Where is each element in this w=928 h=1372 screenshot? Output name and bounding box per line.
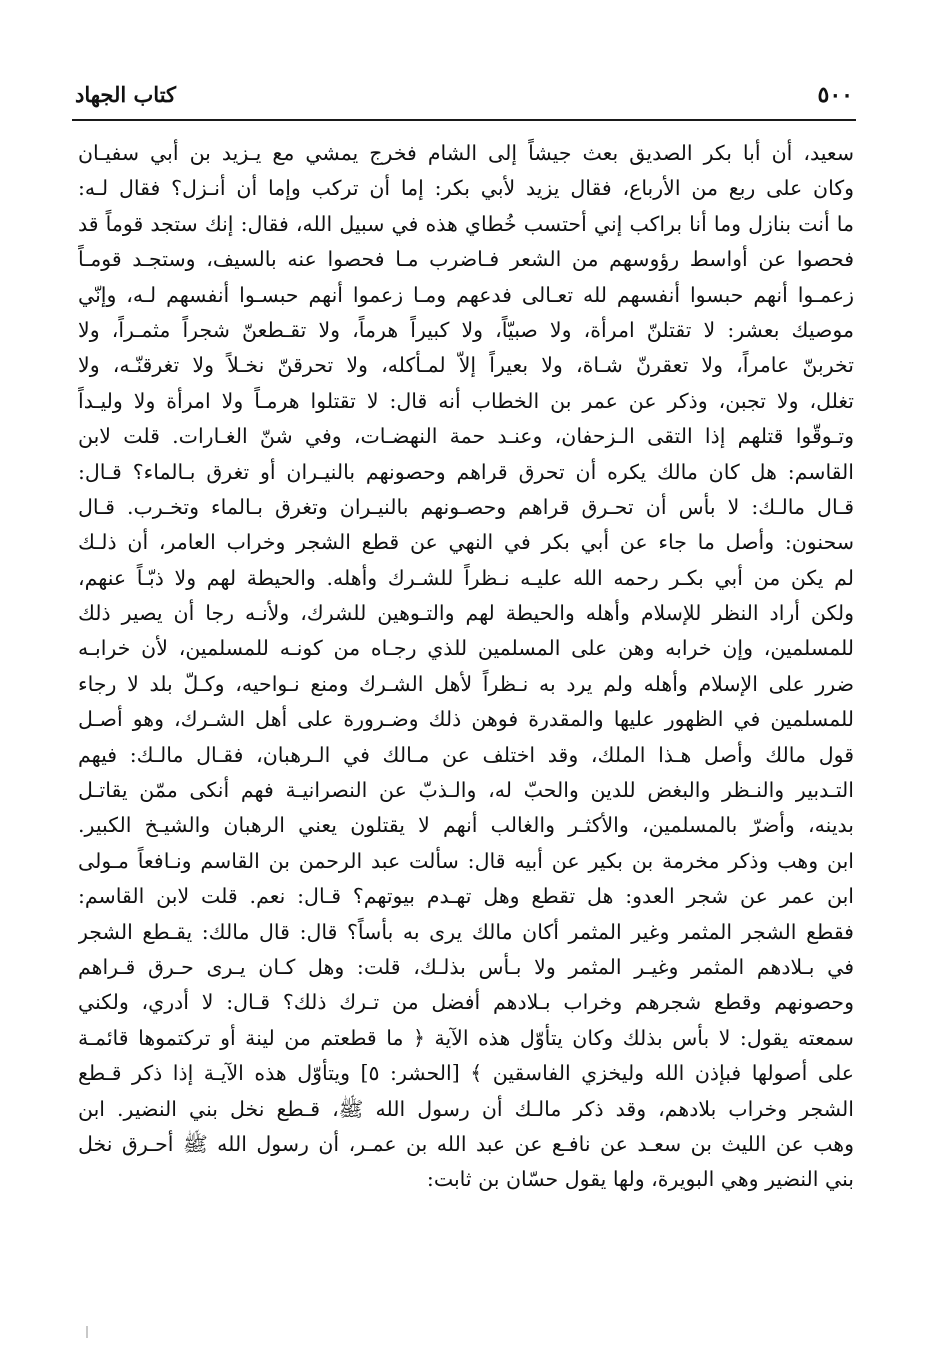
text-line: ما أنت بنازل وما أنا براكب إني أحتسب خُطاي هذه في سبيل الله، فقال: إنك ستجد قوماً قد xyxy=(78,211,854,236)
text-line: قول مالك وأصل هـذا الملك، وقد اختلف عن مـالك في الـرهبان، فقـال مالـك: فيهم xyxy=(78,742,854,767)
text-line: القاسم: هل كان مالك يكره أن تحرق قراهم وحصونهم بالنيـران أو تغرق بـالماء؟ قـال: xyxy=(78,459,854,484)
text-line: للمسلمين في الظهور عليها والمقدرة فوهن ذلك وضـرورة على أهل الشـرك، وهو أصـل xyxy=(78,707,854,732)
text-line: ابن وهب وذكر مخرمة بن بكير عن أبيه قال: سألت عبد الرحمن بن القاسم ونـافعاً مـولى xyxy=(78,848,854,873)
text-line: تخربنّ عامراً، ولا تعقرنّ شـاة، ولا بعيراً إلاّ لمـأكله، ولا تحرقنّ نخـلاً ولا تغرقنّـه، ولا xyxy=(78,353,854,378)
text-line: بدينه، وأضرّ بالمسلمين، والأكثـر والغالب أنهم لا يقتلون يعني الرهبان والشيـخ الكبير. xyxy=(78,813,854,838)
text-line: سمعته يقول: لا بأس بذلك وكان يتأوّل هذه الآية ﴿ ما قطعتم من لينة أو تركتموها قائمـة xyxy=(78,1025,854,1050)
margin-mark xyxy=(86,1326,88,1338)
text-line: سحنون: وأصل ما جاء عن أبي بكر في النهي عن قطع الشجر وخراب العامر، أن ذلـك xyxy=(78,530,854,555)
text-line: ابن عمر عن شجر العدو: هل تقطع وهل تهـدم بيوتهم؟ قـال: نعم. قلت لابن القاسم: xyxy=(78,884,854,909)
text-line: زعمـوا أنهم حبسوا أنفسهم لله تعـالى فدعهم ومـا زعموا أنهم حبسـوا أنفسهم لـه، وإنّي xyxy=(78,282,854,307)
text-line: تغلل، ولا تجبن، وذكر عن عمر بن الخطاب أنه قال: لا تقتلوا هرمـاً ولا امرأة ولا وليـداً xyxy=(78,388,854,413)
text-line: وتـوقّوا قتلهم إذا التقى الـزحفان، وعنـد حمة النهضـات، وفي شنّ الغـارات. قلت لابن xyxy=(78,424,854,449)
text-line: وهب عن الليث بن سعـد عن نافـع عن عبد الله بن عمـر، أن رسول الله ﷺ أحـرق نخل xyxy=(78,1131,854,1156)
text-line: قـال مالـك: لا بأس أن تحـرق قراهم وحصـونهم بالنيـران وتغرق بـالماء وتخـرب. قـال xyxy=(78,494,854,519)
page-header xyxy=(75,80,853,110)
text-line: على أصولها فبإذن الله وليخزي الفاسقين ﴾ [الحشر: ٥] ويتأوّل هذه الآيـة إذا ذكر قـطع xyxy=(78,1061,854,1086)
text-line: سعيد، أن أبا بكر الصديق بعث جيشاً إلى الشام فخرج يمشي مع يـزيد بن أبي سفيـان xyxy=(78,141,854,165)
text-line: فقطع الشجر المثمر وغير المثمر أكان مالك يرى به بأساً؟ قال: قال مالك: يقـطع الشجر xyxy=(78,919,854,944)
text-line: ولكن أراد النظر للإسلام وأهله والحيطة لهم والتـوهين للشرك، ولأنـه رجا أن يصير ذلك xyxy=(78,601,854,626)
header-divider xyxy=(72,119,856,121)
text-line: وحصونهم وقطع شجرهم وخراب بـلادهم أفضل من تـرك ذلك؟ قـال: لا أدري، ولكني xyxy=(78,990,854,1015)
text-line: للمسلمين، وإن خرابه وهن على المسلمين للذي رجـاه من كونـه للمسلمين، لأن خرابـه xyxy=(78,636,854,661)
text-line: وكان على ربع من الأرباع، فقال يزيد لأبي بكر: إما أن تركب وإما أن أنـزل؟ فقال لـه: xyxy=(78,176,854,201)
text-line: الشجر وخراب بلادهم، وقد ذكر مالـك أن رسول الله ﷺ، قـطع نخل بني النضير. ابن xyxy=(78,1096,854,1121)
text-line: ضرر على الإسلام وأهله ولم يرد به نـظراً لأهل الشـرك ومنع نـواحيه، وكـلّ بلد لا رجاء xyxy=(78,671,854,696)
text-line: فحصوا عن أواسط رؤوسهم من الشعر فـاضرب مـا فحصوا عنه بالسيف، وستجـد قومـاً xyxy=(78,247,854,272)
body-text xyxy=(78,136,854,1198)
text-line: التـدبير والنـظر والبغض للدين والحبّ له، والـذبّ عن النصرانيـة فهم أنكى ممّن يقاتـل xyxy=(78,778,854,803)
text-line: في بـلادهم المثمر وغيـر المثمر ولا بـأس بذلـك، قلت: وهل كـان يـرى حـرق قـراهم xyxy=(78,954,854,979)
text-line: موصيك بعشر: لا تقتلنّ امرأة، ولا صبيّاً، ولا كبيراً هرماً، ولا تقـطعنّ شجراً مثمـراً، ولا xyxy=(78,317,854,342)
text-line: بني النضير وهي البويرة، ولها يقول حسّان بن ثابت: xyxy=(426,1167,854,1192)
page-number: ٥٠٠ xyxy=(817,82,853,108)
chapter-title: كتاب الجهاد xyxy=(75,82,177,107)
text-line: لم يكن من أبي بكـر رحمه الله عليـه نـظراً للشـرك وأهله. والحيطة لهم ولا ذبّـاً عنهم، xyxy=(78,565,854,590)
